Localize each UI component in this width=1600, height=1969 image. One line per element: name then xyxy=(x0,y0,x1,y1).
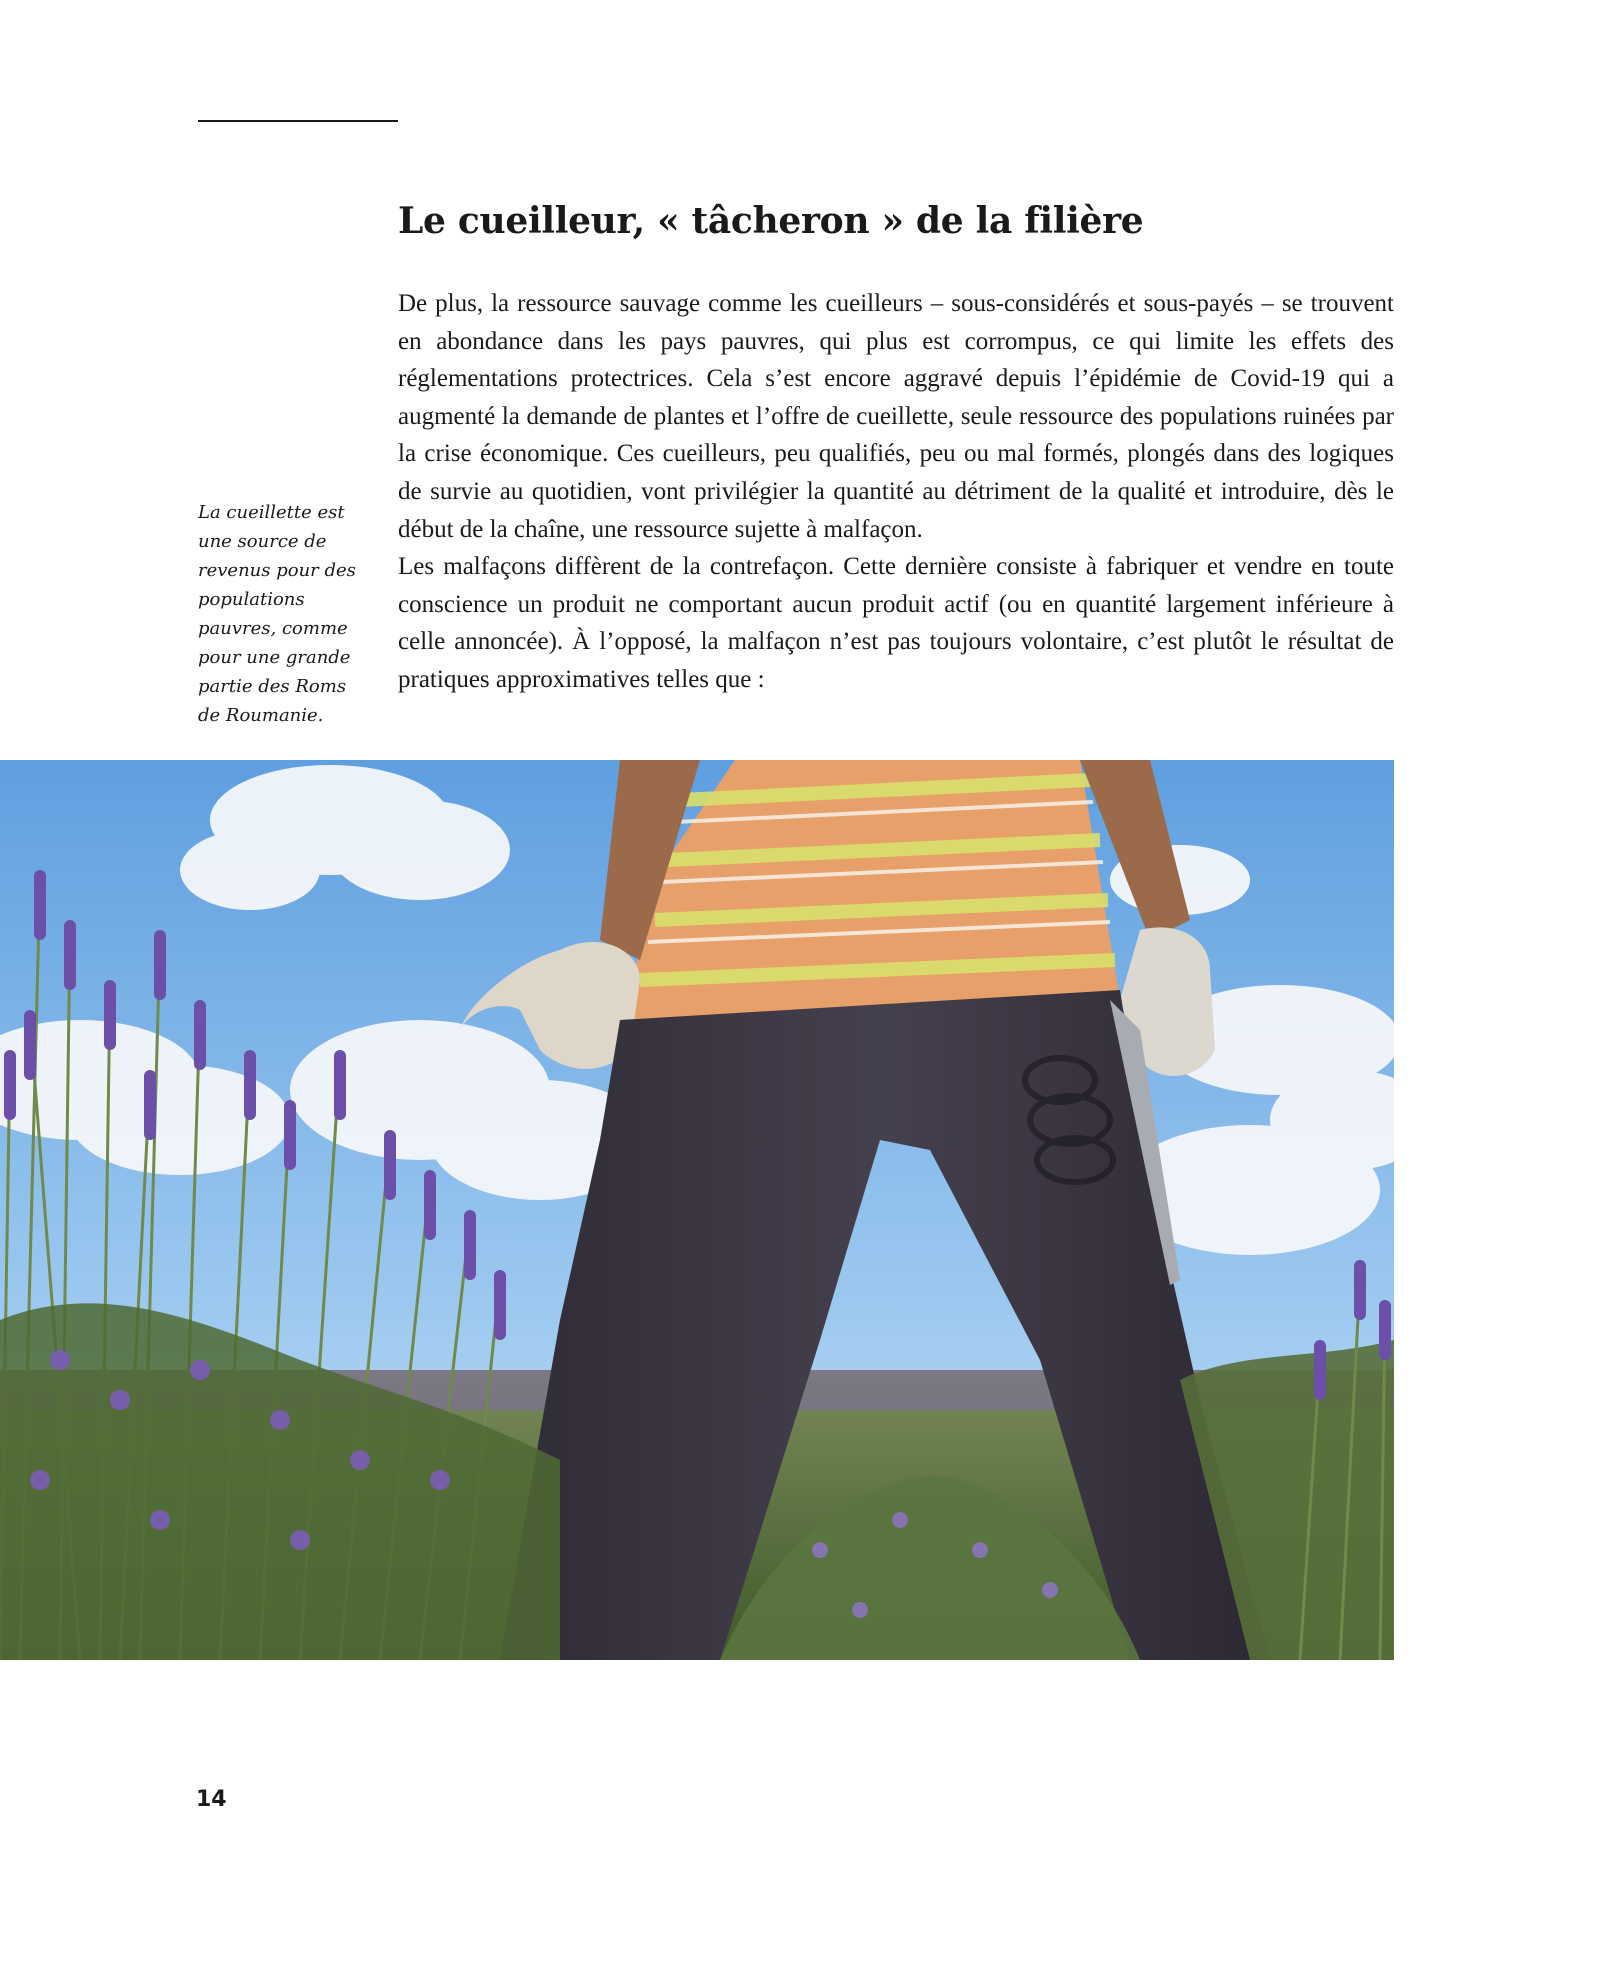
top-rule xyxy=(198,120,398,122)
paragraph-1: De plus, la ressource sauvage comme les cueilleurs – sous-considérés et sous-payés – se trouvent en abondance dans les pays pauvres, qui plus est corrompus, ce qui limite les effets des réglementations protectrices. Cela s’est encore aggravé depuis l’épidémie de Covid-19 qui a augmenté la demande de plantes et l’offre de cueillette, seule ressource des populations ruinées par la crise économique. Ces cueilleurs, peu qualifiés, peu ou mal formés, plongés dans des logiques de survie au quotidien, vont privilégier la quantité au détriment de la qualité et introduire, dès le début de la chaîne, une ressource sujette à malfaçon. xyxy=(398,290,1394,543)
photo-illustration xyxy=(0,760,1394,1660)
paragraph-2: Les malfaçons diffèrent de la contrefaçon. Cette dernière consiste à fabriquer et vendre en toute conscience un produit ne comportant aucun produit actif (ou en quantité largement inférieure à celle annoncée). À l’opposé, la malfaçon n’est pas toujours volontaire, c’est plutôt le résultat de pratiques approximatives telles que : xyxy=(398,553,1394,693)
body-text xyxy=(398,285,1394,699)
photo-caption: La cueillette est une source de revenus pour des populations pauvres, comme pour une grande partie des Roms de Roumanie. xyxy=(198,502,356,726)
page-title: Le cueilleur, « tâcheron » de la filière xyxy=(398,200,1144,242)
page-number: 14 xyxy=(196,1787,227,1812)
lavender-harvester-photo xyxy=(0,760,1394,1660)
